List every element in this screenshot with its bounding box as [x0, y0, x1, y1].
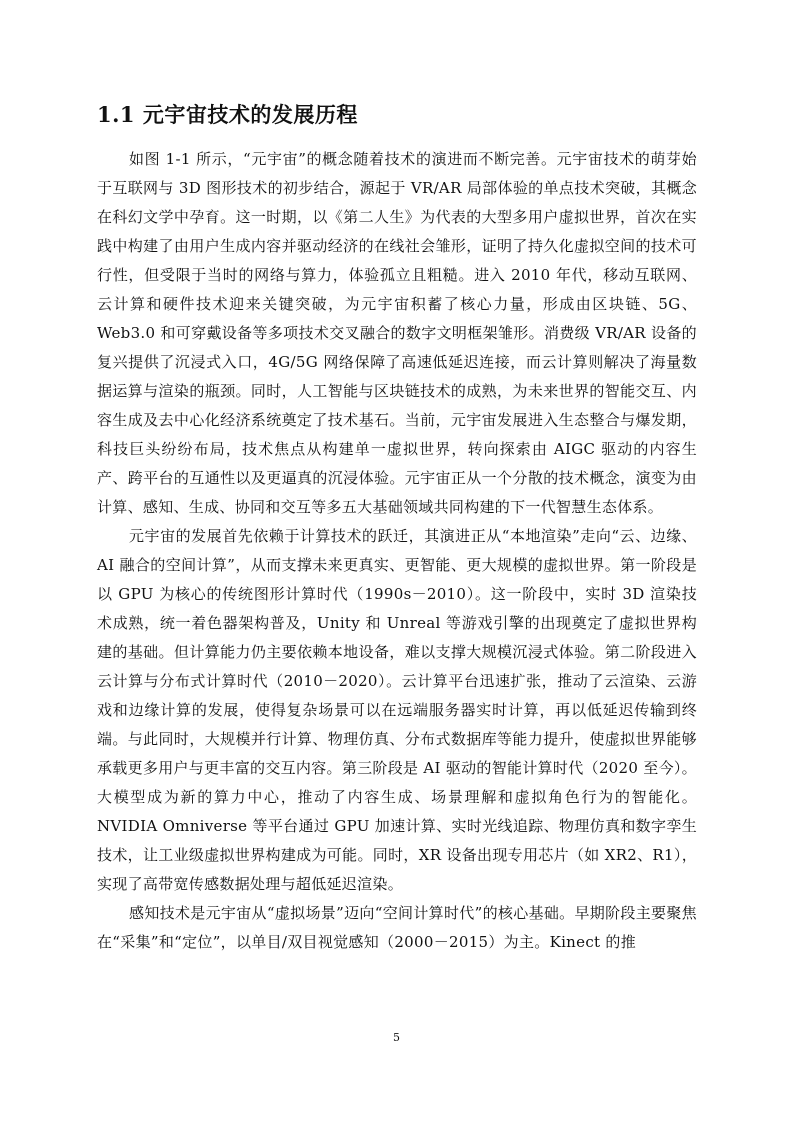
section-heading: 1.1 元宇宙技术的发展历程: [97, 102, 358, 127]
paragraph-computing: 元宇宙的发展首先依赖于计算技术的跃迁，其演进正从“本地渲染”走向“云、边缘、AI 融合的空间计算”，从而支撑未来更真实、更智能、更大规模的虚拟世界。第一阶段是以 GPU 为核心的传统图形计算时代（1990s－2010）。这一阶段中，实时 3D 渲染技术成熟，统一着色器架构普及，Unity 和 Unreal 等游戏引擎的出现奠定了虚拟世界构建的基础。但计算能力仍主要依赖本地设备，难以支撑大规模沉浸式体验。第二阶段进入云计算与分布式计算时代（2010－2020）。云计算平台迅速扩张，推动了云渲染、云游戏和边缘计算的发展，使得复杂场景可以在远端服务器实时计算，再以低延迟传输到终端。与此同时，大规模并行计算、物理仿真、分布式数据库等能力提升，使虚拟世界能够承载更多用户与更丰富的交互内容。第三阶段是 AI 驱动的智能计算时代（2020 至今）。大模型成为新的算力中心，推动了内容生成、场景理解和虚拟角色行为的智能化。NVIDIA Omniverse 等平台通过 GPU 加速计算、实时光线追踪、物理仿真和数字孪生技术，让工业级虚拟世界构建成为可能。同时，XR 设备出现专用芯片（如 XR2、R1），实现了高带宽传感数据处理与超低延迟渲染。: [97, 527, 697, 893]
page-number: 5: [393, 1031, 400, 1044]
paragraph-overview: 如图 1-1 所示，“元宇宙”的概念随着技术的演进而不断完善。元宇宙技术的萌芽始于互联网与 3D 图形技术的初步结合，源起于 VR/AR 局部体验的单点技术突破，其概念在科幻文学中孕育。这一时期，以《第二人生》为代表的大型多用户虚拟世界，首次在实践中构建了由用户生成内容并驱动经济的在线社会雏形，证明了持久化虚拟空间的技术可行性，但受限于当时的网络与算力，体验孤立且粗糙。进入 2010 年代，移动互联网、云计算和硬件技术迎来关键突破，为元宇宙积蓄了核心力量，形成由区块链、5G、Web3.0 和可穿戴设备等多项技术交叉融合的数字文明框架雏形。消费级 VR/AR 设备的复兴提供了沉浸式入口，4G/5G 网络保障了高速低延迟连接，而云计算则解决了海量数据运算与渲染的瓶颈。同时，人工智能与区块链技术的成熟，为未来世界的智能交互、内容生成及去中心化经济系统奠定了技术基石。当前，元宇宙发展进入生态整合与爆发期，科技巨头纷纷布局，技术焦点从构建单一虚拟世界，转向探索由 AIGC 驱动的内容生产、跨平台的互通性以及更逼真的沉浸体验。元宇宙正从一个分散的技术概念，演变为由计算、感知、生成、协同和交互等多五大基础领域共同构建的下一代智慧生态体系。: [97, 150, 697, 516]
paragraph-perception: 感知技术是元宇宙从“虚拟场景”迈向“空间计算时代”的核心基础。早期阶段主要聚焦在“采集”和“定位”，以单目/双目视觉感知（2000－2015）为主。Kinect 的推: [97, 904, 697, 951]
body-text: [97, 145, 697, 957]
